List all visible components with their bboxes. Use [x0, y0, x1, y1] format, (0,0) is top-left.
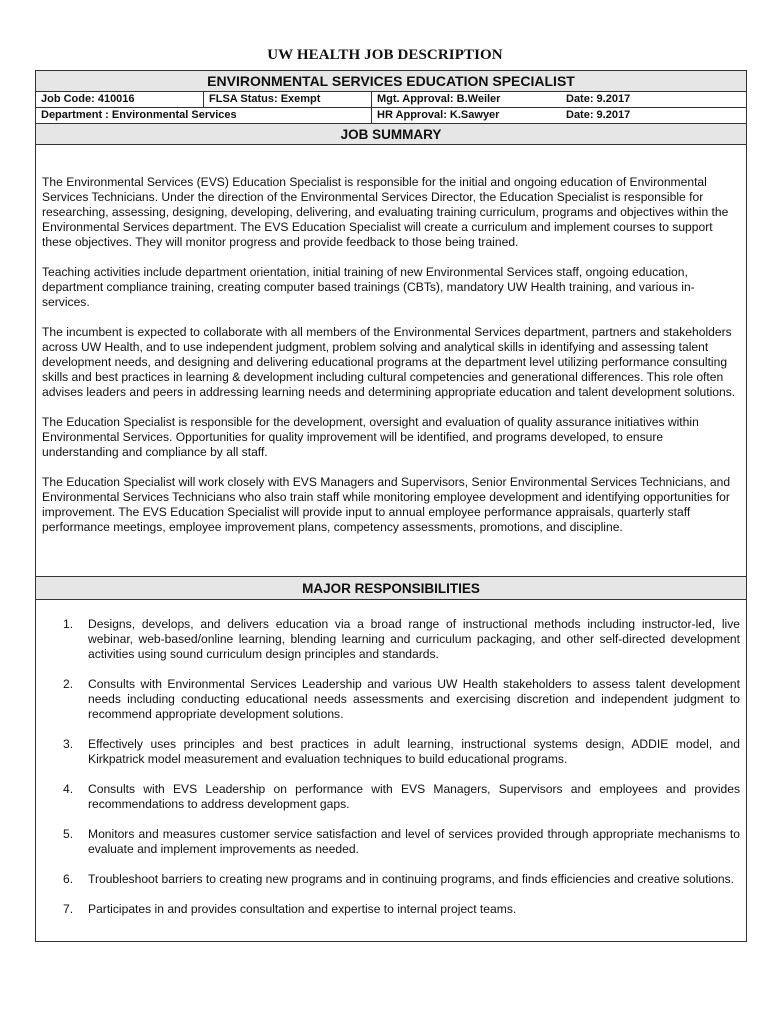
job-description-frame	[35, 70, 747, 942]
mgt-approval: Mgt. Approval: B.Weiler	[371, 92, 561, 107]
item-text: Consults with Environmental Services Leadership and various UW Health stakeholders to assess talent development needs including conducting educational needs assessments and exercising discretion and independent judgment to recommend appropriate development solutions.	[88, 677, 740, 721]
job-summary-heading: JOB SUMMARY	[36, 124, 746, 145]
item-text: Designs, develops, and delivers education via a broad range of instructional methods including instructor-led, live webinar, web-based/online learning, blending learning and curriculum packaging, and other self-directed development activities using sound curriculum design principles and standards.	[88, 617, 740, 661]
item-number: 6.	[63, 872, 74, 886]
list-item	[36, 617, 746, 662]
item-text: Monitors and measures customer service satisfaction and level of services provided through appropriate mechanisms to evaluate and implement improvements as needed.	[88, 827, 740, 856]
item-number: 5.	[63, 827, 74, 841]
info-row-job-code	[36, 92, 746, 108]
list-item	[36, 737, 746, 767]
item-text: Effectively uses principles and best practices in adult learning, instructional systems design, ADDIE model, and Kirkpatrick model measurement and evaluation techniques to build educational programs.	[88, 737, 740, 766]
document-title: UW HEALTH JOB DESCRIPTION	[267, 47, 503, 63]
item-text: Troubleshoot barriers to creating new programs and in continuing programs, and finds efficiencies and creative solutions.	[88, 872, 735, 886]
responsibilities-list	[36, 617, 746, 932]
department: Department : Environmental Services	[41, 109, 237, 121]
item-number: 4.	[63, 782, 74, 796]
hr-approval: HR Approval: K.Sawyer	[371, 108, 561, 123]
major-responsibilities-heading: MAJOR RESPONSIBILITIES	[36, 576, 746, 600]
item-text: Participates in and provides consultation and expertise to internal project teams.	[88, 902, 517, 916]
job-summary-body	[36, 145, 746, 550]
list-item	[36, 782, 746, 812]
item-number: 7.	[63, 902, 74, 916]
mgt-approval-date: Date: 9.2017	[566, 93, 631, 105]
summary-paragraph: Teaching activities include department orientation, initial training of new Environmental Services staff, ongoing education, department compliance training, creating computer based trainings (CBTs), mandatory UW Health training, and various in-services.	[42, 265, 695, 309]
flsa-status: FLSA Status: Exempt	[203, 92, 371, 107]
item-number: 1.	[63, 617, 74, 631]
hr-approval-date: Date: 9.2017	[566, 109, 631, 121]
item-number: 2.	[63, 677, 74, 691]
summary-paragraph: The incumbent is expected to collaborate with all members of the Environmental Services department, partners and stakeholders across UW Health, and to use independent judgment, problem solving and analytical skills in identifying and assessing talent development needs, and designing and delivering educational programs at the department level utilizing performance consulting skills and best practices in learning & development including cultural competencies and generational differences. This role often advises leaders and peers in addressing learning needs and determining appropriate education and talent development solutions.	[42, 325, 736, 399]
item-text: Consults with EVS Leadership on performance with EVS Managers, Supervisors and employees and provides recommendations to address development gaps.	[88, 782, 740, 811]
position-title: ENVIRONMENTAL SERVICES EDUCATION SPECIALIST	[36, 71, 746, 92]
list-item	[36, 677, 746, 722]
list-item	[36, 902, 746, 917]
list-item	[36, 872, 746, 887]
item-number: 3.	[63, 737, 74, 751]
list-item	[36, 827, 746, 857]
summary-paragraph: The Education Specialist is responsible for the development, oversight and evaluation of quality assurance initiatives within Environmental Services. Opportunities for quality improvement will be identified, and programs developed, to ensure understanding and compliance by all staff.	[42, 415, 699, 459]
summary-paragraph: The Education Specialist will work closely with EVS Managers and Supervisors, Senior Environmental Services Technicians, and Environmental Services Technicians who also train staff while monitoring employee development and identifying opportunities for improvement. The EVS Education Specialist will provide input to annual employee performance appraisals, quarterly staff performance meetings, employee improvement plans, competency assessments, promotions, and discipline.	[42, 475, 731, 534]
summary-paragraph: The Environmental Services (EVS) Education Specialist is responsible for the initial and ongoing education of Environmental Services Technicians. Under the direction of the Environmental Services Director, the Education Specialist is responsible for researching, assessing, designing, developing, delivering, and evaluating training curriculum, programs and objectives within the Environmental Services department. The EVS Education Specialist will create a curriculum and implement courses to support these objectives. They will monitor progress and provide feedback to those being trained.	[42, 175, 729, 249]
job-code: Job Code: 410016	[41, 93, 135, 105]
info-row-department	[36, 108, 746, 124]
